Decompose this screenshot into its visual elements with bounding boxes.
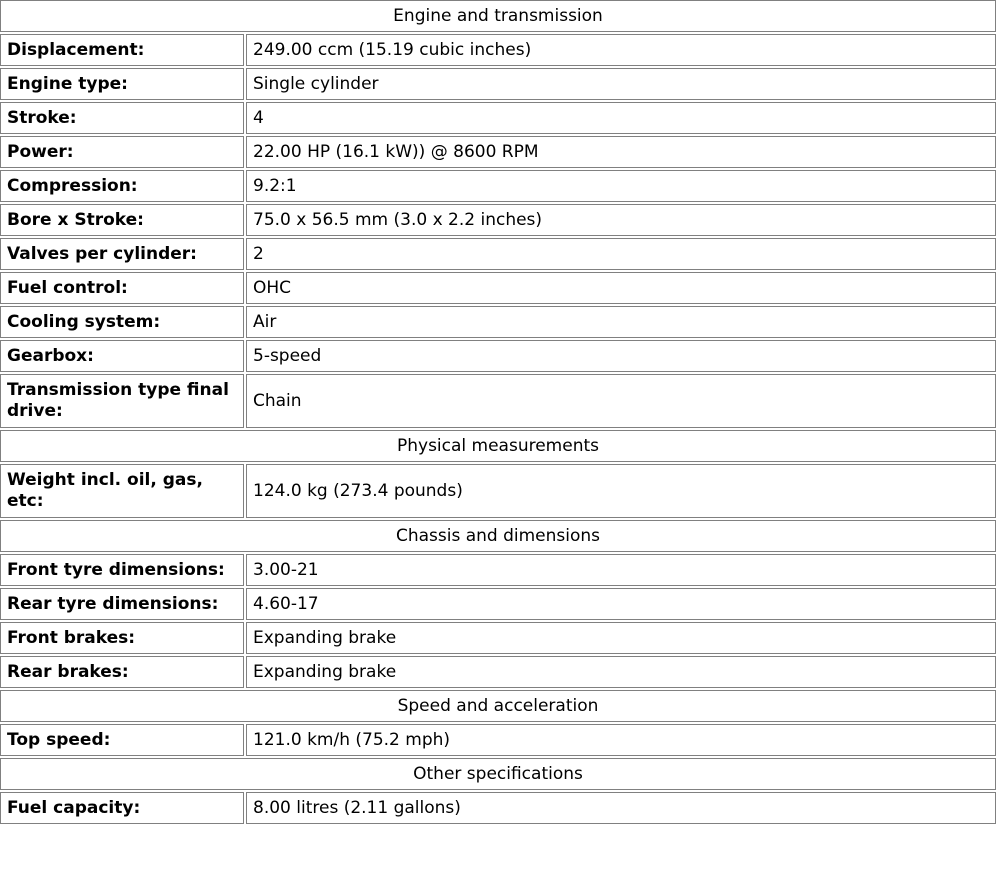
spec-label: Cooling system:: [0, 306, 244, 338]
table-row: [0, 792, 996, 824]
table-row: [0, 170, 996, 202]
spec-label: Power:: [0, 136, 244, 168]
table-row: [0, 724, 996, 756]
table-row: [0, 102, 996, 134]
spec-value: 9.2:1: [246, 170, 996, 202]
spec-value: 4.60-17: [246, 588, 996, 620]
spec-value: Expanding brake: [246, 622, 996, 654]
section-title: Other specifications: [0, 758, 996, 790]
section-header-row: [0, 690, 996, 722]
spec-label: Front brakes:: [0, 622, 244, 654]
section-header-row: [0, 0, 996, 32]
spec-label: Compression:: [0, 170, 244, 202]
spec-label: Engine type:: [0, 68, 244, 100]
spec-value: OHC: [246, 272, 996, 304]
section-title: Engine and transmission: [0, 0, 996, 32]
table-row: [0, 622, 996, 654]
section-header-row: [0, 758, 996, 790]
table-row: [0, 136, 996, 168]
table-row: [0, 554, 996, 586]
spec-label: Bore x Stroke:: [0, 204, 244, 236]
spec-label: Rear tyre dimensions:: [0, 588, 244, 620]
section-title: Chassis and dimensions: [0, 520, 996, 552]
table-row: [0, 464, 996, 518]
spec-value: Expanding brake: [246, 656, 996, 688]
spec-value: Air: [246, 306, 996, 338]
table-row: [0, 34, 996, 66]
spec-value: Chain: [246, 374, 996, 428]
spec-value: 22.00 HP (16.1 kW)) @ 8600 RPM: [246, 136, 996, 168]
spec-value: 4: [246, 102, 996, 134]
spec-label: Gearbox:: [0, 340, 244, 372]
table-row: [0, 588, 996, 620]
spec-value: 3.00-21: [246, 554, 996, 586]
spec-value: Single cylinder: [246, 68, 996, 100]
spec-value: 5-speed: [246, 340, 996, 372]
spec-label: Front tyre dimensions:: [0, 554, 244, 586]
table-row: [0, 68, 996, 100]
table-row: [0, 374, 996, 428]
section-header-row: [0, 430, 996, 462]
spec-label: Fuel capacity:: [0, 792, 244, 824]
spec-label: Weight incl. oil, gas, etc:: [0, 464, 244, 518]
section-header-row: [0, 520, 996, 552]
spec-value: 8.00 litres (2.11 gallons): [246, 792, 996, 824]
spec-label: Transmission type final drive:: [0, 374, 244, 428]
spec-label: Stroke:: [0, 102, 244, 134]
table-row: [0, 272, 996, 304]
spec-label: Rear brakes:: [0, 656, 244, 688]
table-row: [0, 306, 996, 338]
table-row: [0, 656, 996, 688]
spec-value: 124.0 kg (273.4 pounds): [246, 464, 996, 518]
section-title: Speed and acceleration: [0, 690, 996, 722]
spec-value: 2: [246, 238, 996, 270]
spec-value: 75.0 x 56.5 mm (3.0 x 2.2 inches): [246, 204, 996, 236]
table-row: [0, 238, 996, 270]
spec-label: Fuel control:: [0, 272, 244, 304]
table-row: [0, 340, 996, 372]
spec-value: 249.00 ccm (15.19 cubic inches): [246, 34, 996, 66]
spec-value: 121.0 km/h (75.2 mph): [246, 724, 996, 756]
spec-label: Displacement:: [0, 34, 244, 66]
section-title: Physical measurements: [0, 430, 996, 462]
table-row: [0, 204, 996, 236]
spec-label: Valves per cylinder:: [0, 238, 244, 270]
spec-label: Top speed:: [0, 724, 244, 756]
